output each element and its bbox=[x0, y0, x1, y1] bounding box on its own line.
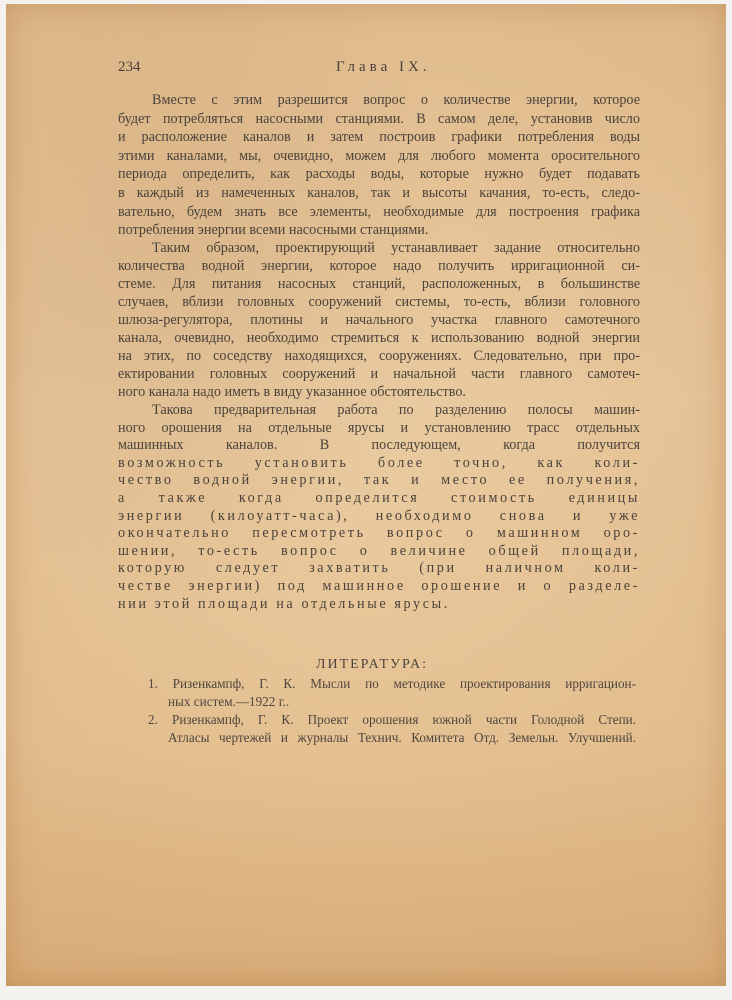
literature-heading: ЛИТЕРАТУРА: bbox=[315, 657, 429, 672]
paragraph-line: ного орошения на отдельные ярусы и установлению трасс отдельных bbox=[118, 419, 640, 436]
paragraph-line: периода определить, как расходы воды, которые нужно будет подавать bbox=[118, 166, 640, 183]
paragraph-line: Таким образом, проектирующий устанавливает задание относительно bbox=[152, 240, 640, 256]
paragraph-line: шлюза-регулятора, плотины и начального участка главного самотечного bbox=[118, 312, 640, 328]
paragraph-line: а также когда определится стоимость единицы bbox=[118, 490, 640, 506]
paragraph-line: канала, очевидно, необходимо стремиться к использованию водной энергии bbox=[118, 330, 640, 346]
paragraph-line: нии этой площади на отдельные ярусы. bbox=[118, 595, 450, 612]
literature-entry-line: 2. Ризенкампф, Г. К. Проект орошения южной части Голодной Степи. bbox=[148, 712, 636, 727]
paragraph-line: вательно, будем знать все элементы, необходимые для построения графика bbox=[118, 203, 640, 220]
paragraph-line: на этих, по соседству находящихся, сооружениях. Следовательно, при про- bbox=[118, 348, 640, 364]
paragraph-line: стеме. Для питания насосных станций, расположенных, в большинстве bbox=[118, 276, 640, 292]
paragraph-line: случаев, вблизи головных сооружений системы, то-есть, вблизи головного bbox=[118, 294, 640, 310]
paragraph-line: чество водной энергии, так и место ее получения, bbox=[118, 472, 640, 489]
paragraph-line: количества водной энергии, которое надо получить ирригационной си- bbox=[118, 258, 640, 274]
paragraph-line: в каждый из намеченных каналов, так и высоты качания, то-есть, следо- bbox=[118, 185, 640, 201]
paragraph-line: возможность установить более точно, как коли- bbox=[118, 454, 640, 471]
paragraph-line: шении, то-есть вопрос о величине общей площади, bbox=[118, 542, 640, 559]
paragraph-line: Вместе с этим разрешится вопрос о количестве энергии, которое bbox=[152, 92, 640, 108]
literature-entry-line: 1. Ризенкампф, Г. К. Мысли по методике проектирования ирригацион- bbox=[148, 676, 636, 691]
paragraph-line: потребления энергии всеми насосными станциями. bbox=[118, 222, 429, 239]
scanned-page bbox=[6, 4, 726, 986]
paragraph-line: и расположение каналов и затем построив графики потребления воды bbox=[118, 129, 640, 146]
paragraph-line: которую следует захватить (при наличном коли- bbox=[118, 560, 640, 577]
paragraph-line: этими каналами, мы, очевидно, можем для любого момента оросительного bbox=[118, 147, 640, 164]
literature-entry-line: Атласы чертежей и журналы Технич. Комитета Отд. Земельн. Улучшений. bbox=[168, 730, 636, 745]
paragraph-line: ного канала надо иметь в виду указанное обстоятельство. bbox=[118, 384, 466, 400]
chapter-title: Глава IX. bbox=[336, 59, 431, 75]
paragraph-line: машинных каналов. В последующем, когда получится bbox=[118, 437, 640, 454]
paragraph-line: ектировании головных сооружений и начальной части главного самотеч- bbox=[118, 366, 640, 382]
page-number: 234 bbox=[118, 59, 141, 75]
paragraph-line: честве энергии) под машинное орошение и о разделе- bbox=[118, 578, 640, 594]
paragraph-line: окончательно пересмотреть вопрос о машинном оро- bbox=[118, 525, 640, 542]
literature-entry-line: ных систем.—1922 г.. bbox=[168, 694, 290, 709]
paragraph-line: Такова предварительная работа по разделению полосы машин- bbox=[152, 402, 640, 418]
paragraph-line: будет потребляться насосными станциями. В самом деле, установив число bbox=[118, 110, 640, 127]
paragraph-line: энергии (килоуатт-часа), необходимо снова и уже bbox=[118, 507, 640, 524]
